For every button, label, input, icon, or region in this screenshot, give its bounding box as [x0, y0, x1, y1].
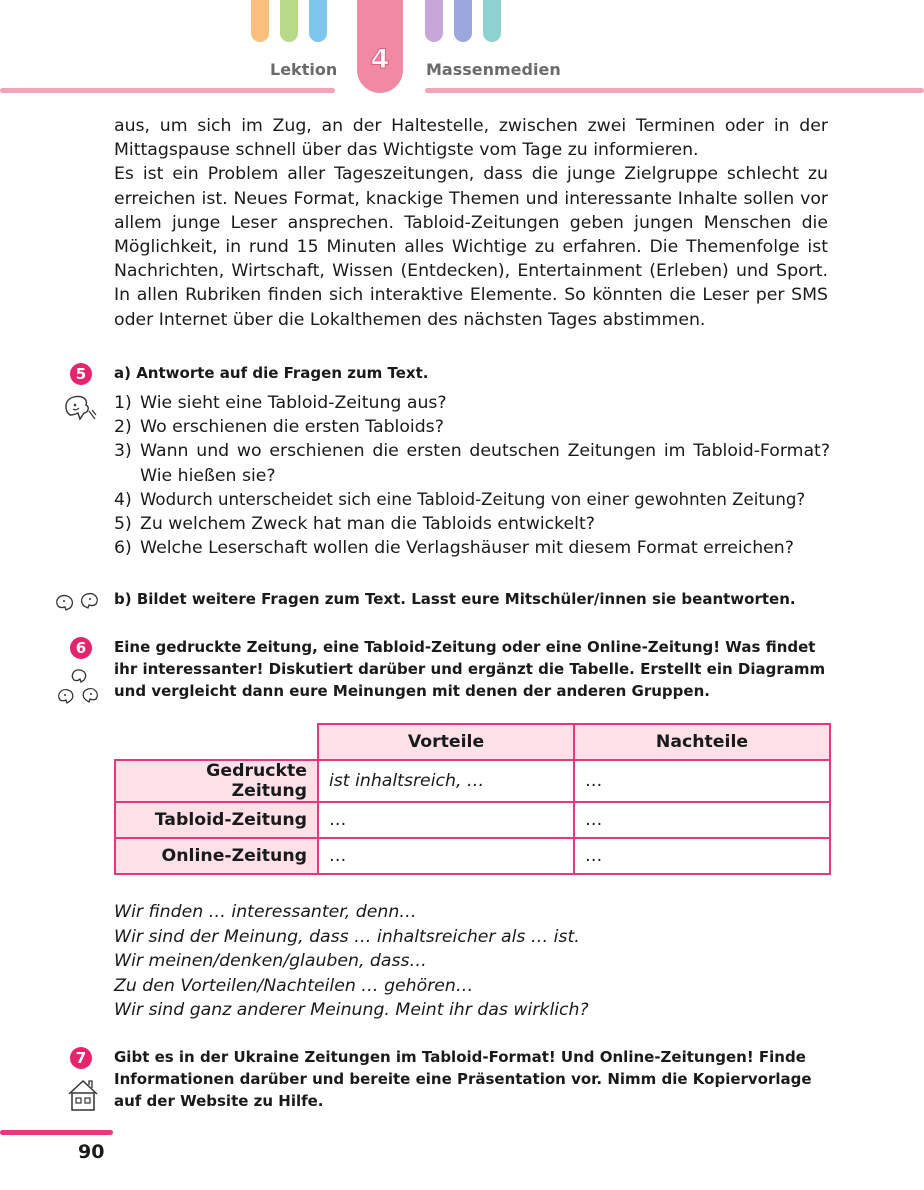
- question-list: [114, 391, 830, 560]
- table-corner: [115, 724, 318, 760]
- question-number: 6): [114, 538, 132, 559]
- table-cell-pros[interactable]: ist inhaltsreich, …: [318, 760, 574, 802]
- table-cell-cons[interactable]: …: [574, 838, 830, 874]
- table-row: [115, 802, 830, 838]
- list-item: [114, 488, 830, 512]
- table-cell-cons[interactable]: …: [574, 760, 830, 802]
- row-label: Tabloid-Zeitung: [115, 802, 318, 838]
- header-tab: [280, 0, 298, 42]
- column-header-pros: Vorteile: [318, 724, 574, 760]
- task-7-marker: 7: [70, 1047, 92, 1069]
- page-number: 90: [78, 1141, 105, 1163]
- phrase-item: Zu den Vorteilen/Nachteilen … gehören…: [114, 975, 474, 996]
- task-6-line: Eine gedruckte Zeitung, eine Tabloid-Zeitung oder eine Online-Zeitung! Was findet: [114, 638, 816, 656]
- task-6-line: ihr interessanter! Diskutiert darüber und ergänzt die Tabelle. Erstellt ein Diagramm: [114, 660, 826, 678]
- table-cell-pros[interactable]: …: [318, 802, 574, 838]
- header-tab: [454, 0, 472, 42]
- list-item: [114, 536, 830, 560]
- header-tab: [251, 0, 269, 42]
- table-cell-cons[interactable]: …: [574, 802, 830, 838]
- table-cell-pros[interactable]: …: [318, 838, 574, 874]
- task-6-line: und vergleicht dann eure Meinungen mit denen der anderen Gruppen.: [114, 682, 710, 700]
- table-row: [115, 760, 830, 802]
- task-7-line: Informationen darüber und bereite eine Präsentation vor. Nimm die Kopiervorlage: [114, 1070, 812, 1088]
- footer-rule: [0, 1130, 113, 1135]
- phrase-item: Wir meinen/denken/glauben, dass…: [114, 951, 427, 972]
- group-work-icon: [56, 666, 100, 706]
- question-text: Wann und wo erschienen die ersten deutschen Zeitungen im Tabloid-Format? Wie hießen sie?: [140, 441, 830, 486]
- intro-paragraph-1: aus, um sich im Zug, an der Haltestelle, zwischen zwei Terminen oder in der Mittagspause schnell über das Wichtigste vom Tage zu informieren.: [114, 116, 828, 161]
- question-number: 1): [114, 393, 132, 413]
- task-6-instruction: [114, 636, 830, 702]
- header-rule-right: [425, 88, 924, 93]
- question-text: Wie sieht eine Tabloid-Zeitung aus?: [140, 393, 447, 413]
- header-tab: [483, 0, 501, 42]
- phrase-item: Wir sind ganz anderer Meinung. Meint ihr das wirklich?: [114, 1000, 589, 1021]
- list-item: [114, 512, 830, 536]
- header-tab: [425, 0, 443, 42]
- question-text: Wo erschienen die ersten Tabloids?: [140, 417, 444, 438]
- intro-paragraph-2: Es ist ein Problem aller Tageszeitungen, dass die junge Zielgruppe schlecht zu erreichen ist. Neues Format, knackige Themen und interessante Inhalte sollen vor allem junge Leser ansprechen. Tabloid-Zeitungen geben jungen Menschen die Möglichkeit, in rund 15 Minuten alles Wichtige zu erfahren. Die Themenfolge ist Nachrichten, Wirtschaft, Wissen (Entdecken), Entertainment (Erleben) und Sport. In allen Rubriken finden sich interaktive Elemente. So könnten die Leser per SMS oder Internet über die Lokalthemen des nächsten Tages abstimmen.: [114, 164, 828, 330]
- phrase-item: Wir finden … interessanter, denn…: [114, 902, 417, 922]
- row-label: Gedruckte Zeitung: [115, 760, 318, 802]
- task-7-line: auf der Website zu Hilfe.: [114, 1092, 324, 1110]
- header-tab: [309, 0, 327, 42]
- task-5a-heading: a) Antworte auf die Fragen zum Text.: [114, 364, 429, 382]
- task-7-line: Gibt es in der Ukraine Zeitungen im Tabloid-Format! Und Online-Zeitungen! Finde: [114, 1048, 806, 1066]
- task-6-marker: 6: [70, 637, 92, 659]
- question-number: 2): [114, 417, 132, 438]
- list-item: [114, 415, 830, 439]
- question-text: Zu welchem Zweck hat man die Tabloids entwickelt?: [140, 514, 595, 535]
- intro-text: [114, 114, 828, 332]
- chapter-number: 4: [370, 44, 390, 75]
- chapter-badge: [357, 0, 403, 93]
- question-text: Welche Leserschaft wollen die Verlagshäuser mit diesem Format erreichen?: [140, 538, 794, 559]
- phrase-item: Wir sind der Meinung, dass … inhaltsreicher als … ist.: [114, 926, 580, 947]
- header-rule-left: [0, 88, 335, 93]
- question-number: 3): [114, 441, 132, 462]
- task-5-marker: 5: [70, 363, 92, 385]
- lektion-label: Lektion: [270, 60, 338, 79]
- task-5b-heading: b) Bildet weitere Fragen zum Text. Lasst eure Mitschüler/innen sie beantworten.: [114, 590, 796, 608]
- table-row: [115, 838, 830, 874]
- header-tabs-left: [251, 0, 327, 42]
- question-number: 5): [114, 514, 132, 535]
- chapter-topic: Massenmedien: [426, 60, 561, 79]
- question-number: 4): [114, 489, 132, 510]
- thinking-face-icon: [62, 393, 98, 423]
- header-tabs-right: [425, 0, 501, 42]
- pair-work-icon: [54, 590, 100, 614]
- row-label: Online-Zeitung: [115, 838, 318, 874]
- column-header-cons: Nachteile: [574, 724, 830, 760]
- question-text: Wodurch unterscheidet sich eine Tabloid-Zeitung von einer gewohnten Zeitung?: [140, 489, 806, 509]
- task-7-instruction: [114, 1046, 830, 1112]
- comparison-table: [114, 723, 831, 875]
- list-item: [114, 391, 830, 415]
- home-task-icon: [67, 1078, 99, 1112]
- list-item: [114, 439, 830, 487]
- table-header-row: [115, 724, 830, 760]
- phrase-list: [114, 900, 589, 1023]
